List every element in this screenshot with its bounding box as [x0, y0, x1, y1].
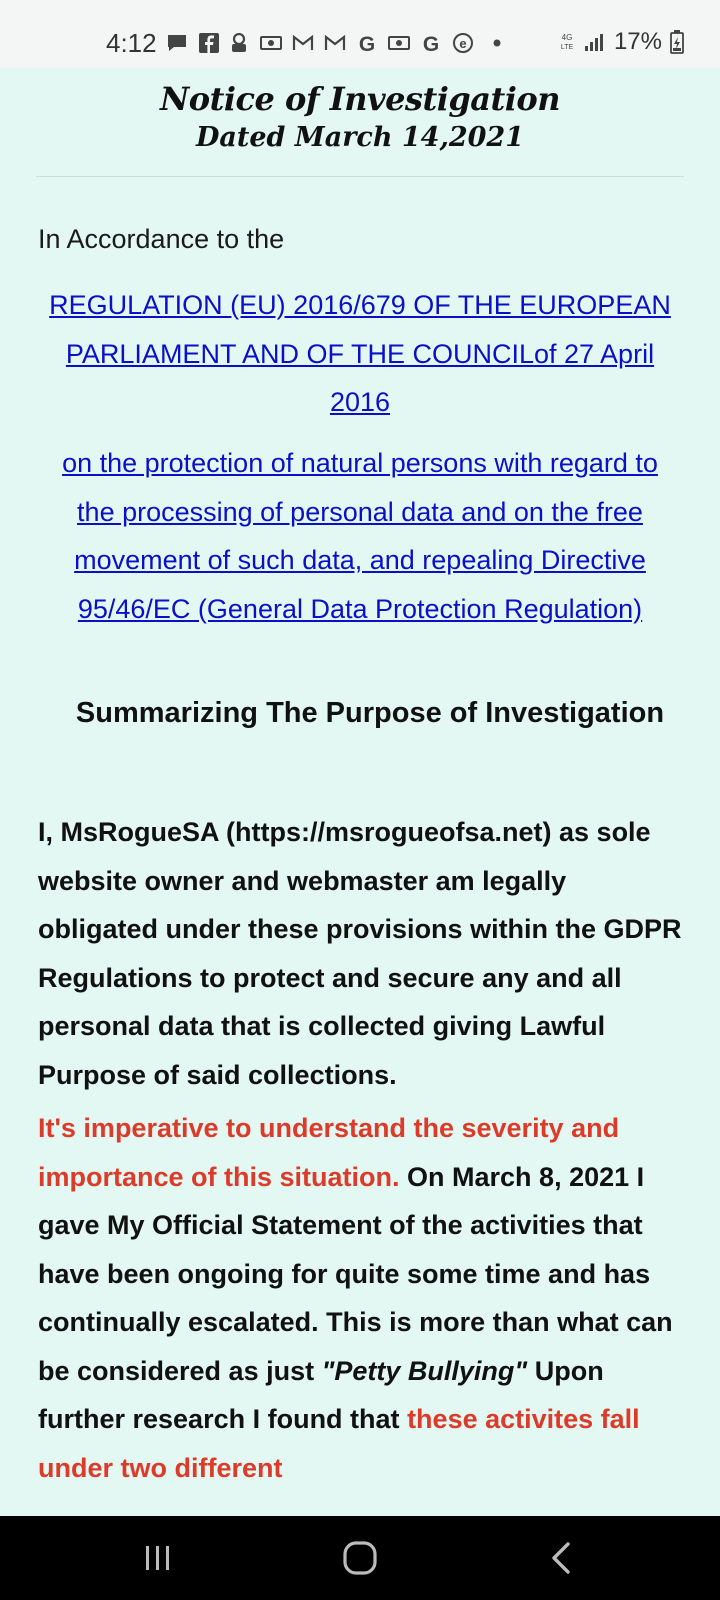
- chat-icon: [166, 33, 188, 53]
- battery-icon: [670, 30, 684, 54]
- google-icon: [420, 33, 442, 53]
- home-icon[interactable]: [330, 1532, 390, 1584]
- paragraph-text: On March 8, 2021 I gave My Official Statement of the activities that have been ongoing for quite some time and has continually escalated. This is more than what can be considered as just: [38, 1161, 673, 1386]
- page-title: Notice of Investigation: [159, 80, 561, 118]
- section-heading: Summarizing The Purpose of Investigation: [75, 697, 665, 729]
- navigation-bar: [0, 1516, 720, 1600]
- dot-icon: [486, 33, 508, 53]
- gdpr-description-link[interactable]: on the protection of natural persons with regard to the processing of personal data and on the free movement of such data, and repealing Directive 95/46/EC (General Data Protection Regulation): [62, 448, 658, 624]
- emphasis-text: It's imperative to understand the severity and importance of this situation.: [38, 1113, 620, 1192]
- status-right-cluster: [558, 28, 684, 56]
- web-page-content[interactable]: [0, 68, 720, 1516]
- svg-text:G: G: [358, 33, 376, 53]
- svg-text:G: G: [422, 33, 440, 53]
- regulation-link[interactable]: REGULATION (EU) 2016/679 OF THE EUROPEAN PARLIAMENT AND OF THE COUNCILof 27 April 2016: [49, 290, 671, 417]
- emphasis-text-continued: these activites fall under two different: [38, 1404, 640, 1483]
- statement-paragraph: [38, 1104, 688, 1492]
- facebook-icon: [198, 33, 220, 53]
- security-icon: [228, 33, 250, 53]
- back-icon[interactable]: [532, 1532, 592, 1584]
- status-bar: [0, 0, 720, 68]
- svg-text:e: e: [459, 36, 467, 51]
- google-icon: [356, 33, 378, 53]
- paragraph-text-continued: Upon further research I found that: [38, 1355, 604, 1434]
- e-icon: [452, 33, 474, 53]
- money-icon: [388, 33, 410, 53]
- money-icon: [260, 33, 282, 53]
- purpose-paragraph: I, MsRogueSA (https://msrogueofsa.net) as sole website owner and webmaster am legally obligated under these provisions within the GDPR Regulations to protect and secure any and all personal data that is collected giving Lawful Purpose of said collections.: [38, 817, 682, 1090]
- lte-icon: [558, 31, 576, 53]
- signal-icon: [584, 32, 606, 52]
- svg-text:LTE: LTE: [560, 44, 574, 51]
- header-divider: [36, 176, 684, 177]
- gmail-icon: [324, 33, 346, 53]
- status-time: 4:12: [106, 28, 157, 58]
- battery-percent: 17%: [613, 28, 662, 55]
- svg-text:4G: 4G: [561, 33, 573, 42]
- quoted-phrase: "Petty Bullying": [321, 1355, 528, 1386]
- recent-apps-icon[interactable]: [128, 1532, 188, 1584]
- intro-text: In Accordance to the: [38, 224, 285, 254]
- page-date: Dated March 14,2021: [195, 122, 525, 153]
- gmail-icon: [292, 33, 314, 53]
